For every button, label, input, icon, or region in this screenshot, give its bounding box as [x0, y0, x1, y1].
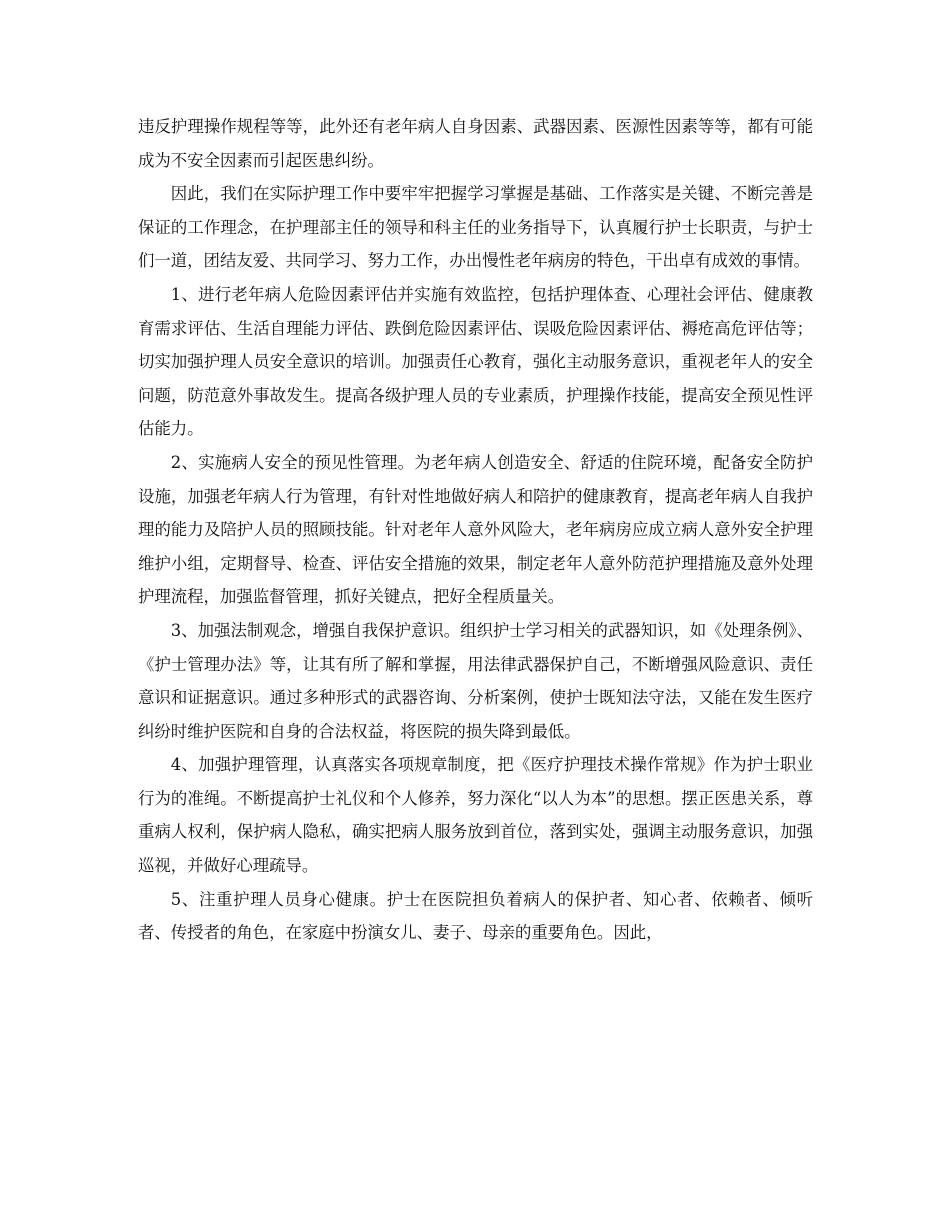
paragraph-item-2: 2、实施病人安全的预见性管理。为老年病人创造安全、舒适的住院环境，配备安全防护设施，加强老年病人行为管理，有针对性地做好病人和陪护的健康教育，提高老年病人自我护理的能力及陪护人员的照顾技能。针对老年人意外风险大，老年病房应成立病人意外安全护理维护小组，定期督导、检查、评估安全措施的效果，制定老年人意外防范护理措施及意外处理护理流程，加强监督管理，抓好关键点，把好全程质量关。: [138, 452, 813, 607]
paragraph-continuation: 违反护理操作规程等等，此外还有老年病人自身因素、武器因素、医源性因素等等，都有可能成为不安全因素而引起医患纠纷。: [138, 117, 813, 170]
document-body: [138, 110, 813, 950]
paragraph-item-3: 3、加强法制观念，增强自我保护意识。组织护士学习相关的武器知识，如《处理条例》、《护士管理办法》等，让其有所了解和掌握，用法律武器保护自己，不断增强风险意识、责任意识和证据意识。通过多种形式的武器咨询、分析案例，使护士既知法守法，又能在发生医疗纠纷时维护医院和自身的合法权益，将医院的损失降到最低。: [138, 620, 813, 741]
paragraph-item-4: 4、加强护理管理，认真落实各项规章制度，把《医疗护理技术操作常规》作为护士职业行为的准绳。不断提高护士礼仪和个人修养，努力深化“以人为本”的思想。摆正医患关系，尊重病人权利，保护病人隐私，确实把病人服务放到首位，落到实处，强调主动服务意识，加强巡视，并做好心理疏导。: [138, 755, 813, 876]
paragraph-item-1: 1、进行老年病人危险因素评估并实施有效监控，包括护理体查、心理社会评估、健康教育需求评估、生活自理能力评估、跌倒危险因素评估、误吸危险因素评估、褥疮高危评估等；切实加强护理人员安全意识的培训。加强责任心教育，强化主动服务意识，重视老年人的安全问题，防范意外事故发生。提高各级护理人员的专业素质，护理操作技能，提高安全预见性评估能力。: [138, 284, 813, 439]
paragraph-intro: 因此，我们在实际护理工作中要牢牢把握学习掌握是基础、工作落实是关键、不断完善是保证的工作理念，在护理部主任的领导和科主任的业务指导下，认真履行护士长职责，与护士们一道，团结友爱、共同学习、努力工作，办出慢性老年病房的特色，干出卓有成效的事情。: [138, 184, 813, 271]
paragraph-item-5: 5、注重护理人员身心健康。护士在医院担负着病人的保护者、知心者、依赖者、倾听者、传授者的角色，在家庭中扮演女儿、妻子、母亲的重要角色。因此，: [138, 889, 813, 943]
